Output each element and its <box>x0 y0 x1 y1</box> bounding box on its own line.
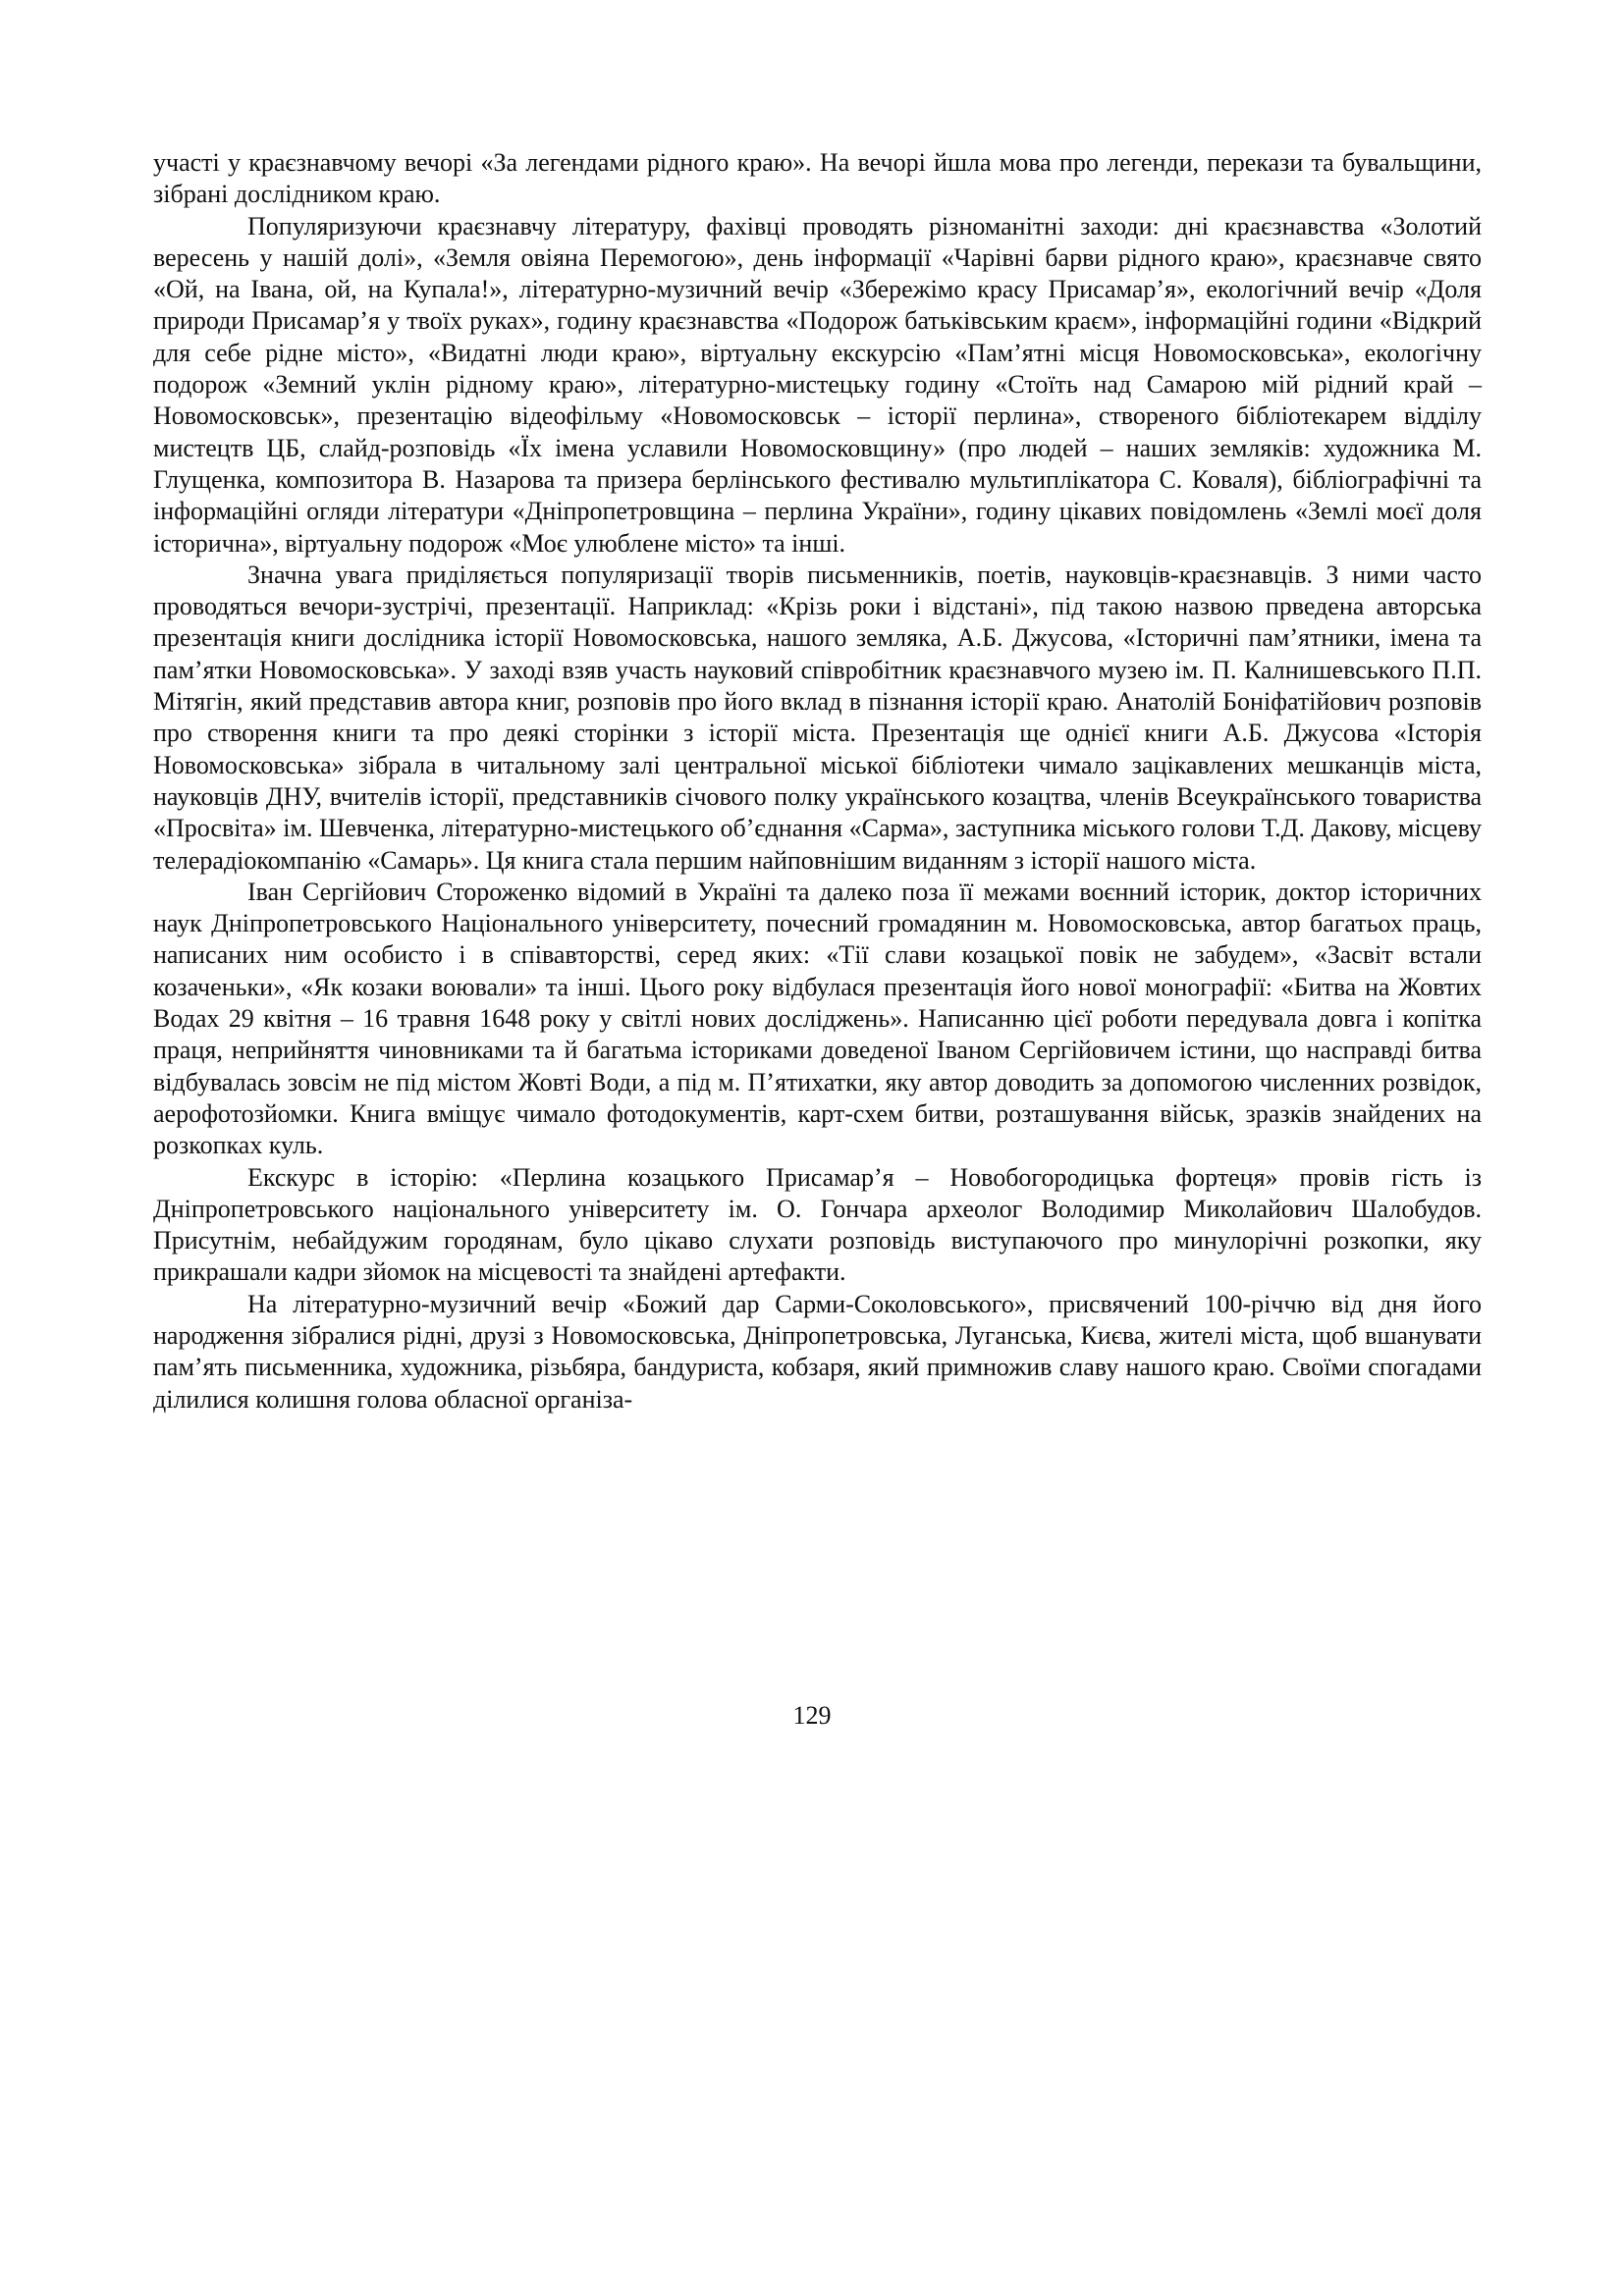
paragraph-5: Екскурс в історію: «Перлина козацького Присамар’я – Новобогородицька фортеця» провів гість із Дніпропетровського національного університету ім. О. Гончара археолог Володимир Миколайович Шалобудов. Присутнім, небайдужим городянам, було цікаво слухати розповідь виступаючого про минулорічні розкопки, яку прикрашали кадри зйомок на місцевості та знайдені артефакти. <box>153 1162 1482 1287</box>
paragraph-4: Іван Сергійович Стороженко відомий в Україні та далеко поза її межами воєнний історик, доктор історичних наук Дніпропетровського Національного університету, почесний громадянин м. Новомосковська, автор багатьох праць, написаних ним особисто і в співавторстві, серед яких: «Тії слави козацької повік не забудем», «Засвіт встали козаченьки», «Як козаки воювали» та інші. Цього року відбулася презентація його нової монографії: «Битва на Жовтих Водах 29 квітня – 16 травня 1648 року у світлі нових досліджень». Написанню цієї роботи передувала довга і копітка праця, неприйняття чиновниками та й багатьма істориками доведеної Іваном Сергійовичем істини, що насправді битва відбувалась зовсім не під містом Жовті Води, а під м. П’ятихатки, яку автор доводить за допомогою численних розвідок, аерофотозйомки. Книга вміщує чимало фотодокументів, карт-схем битви, розташування військ, зразків знайдених на розкопках куль. <box>153 877 1482 1160</box>
paragraph-6: На літературно-музичний вечір «Божий дар Сарми-Соколовського», присвячений 100-річчю від дня його народження зібралися рідні, друзі з Новомосковська, Дніпропетровська, Луганська, Києва, жителі міста, щоб вшанувати пам’ять письменника, художника, різьбяра, бандуриста, кобзаря, який примножив славу нашого краю. Своїми спогадами ділилися колишня голова обласної організа- <box>153 1289 1482 1414</box>
page-number: 129 <box>792 1701 832 1730</box>
paragraph-1: участі у краєзнавчому вечорі «За легендами рідного краю». На вечорі йшла мова про легенди, перекази та бувальщини, зібрані дослідником краю. <box>153 148 1482 209</box>
paragraph-3: Значна увага приділяється популяризації творів письменників, поетів, науковців-краєзнавців. З ними часто проводяться вечори-зустрічі, презентації. Наприклад: «Крізь роки і відстані», під такою назвою пpведена авторська презентація книги дослідника історії Новомосковська, нашого земляка, А.Б. Джусова, «Історичні пам’ятники, імена та пам’ятки Новомосковська». У заході взяв участь науковий співробітник краєзнавчого музею ім. П. Калнишевського П.П. Мітягін, який представив автора книг, розповів про його вклад в пізнання історії краю. Анатолій Боніфатійович розповів про створення книги та про деякі сторінки з історії міста. Презентація ще однієї книги А.Б. Джусова «Історія Новомосковська» зібрала в читальному залі центральної міської бібліотеки чимало зацікавлених мешканців міста, науковців ДНУ, вчителів історії, представників січового полку українського козацтва, членів Всеукраїнського товариства «Просвіта» ім. Шевченка, літературно-мистецького об’єднання «Сарма», заступника міського голови Т.Д. Дакову, місцеву телерадіокомпанію «Самарь». Ця книга стала першим найповнішим виданням з історії нашого міста. <box>153 560 1482 875</box>
page-body <box>153 147 1482 1415</box>
paragraph-2: Популяризуючи краєзнавчу літературу, фахівці проводять різноманітні заходи: дні краєзнавства «Золотий вересень у нашій долі», «Земля овіяна Перемогою», день інформації «Чарівні барви рідного краю», краєзнавче свято «Ой, на Івана, ой, на Купала!», літературно-музичний вечір «Збережімо красу Присамар’я», екологічний вечір «Доля природи Присамар’я у твоїх руках», годину краєзнавства «Подорож батьківським краєм», інформаційні години «Відкрий для себе рідне місто», «Видатні люди краю», віртуальну екскурсію «Пам’ятні місця Новомосковська», екологічну подорож «Земний уклін рідному краю», літературно-мистецьку годину «Стоїть над Самарою мій рідний край – Новомосковськ», презентацію відеофільму «Новомосковськ – історії перлина», створеного бібліотекарем відділу мистецтв ЦБ, слайд-розповідь «Їх імена уславили Новомосковщину» (про людей – наших земляків: художника М. Глущенка, композитора В. Назарова та призера берлінського фестивалю мультиплікатора С. Коваля), бібліографічні та інформаційні огляди літератури «Дніпропетровщина – перлина України», годину цікавих повідомлень «Землі моєї доля історична», віртуальну подорож «Моє улюблене місто» та інші. <box>153 211 1482 558</box>
